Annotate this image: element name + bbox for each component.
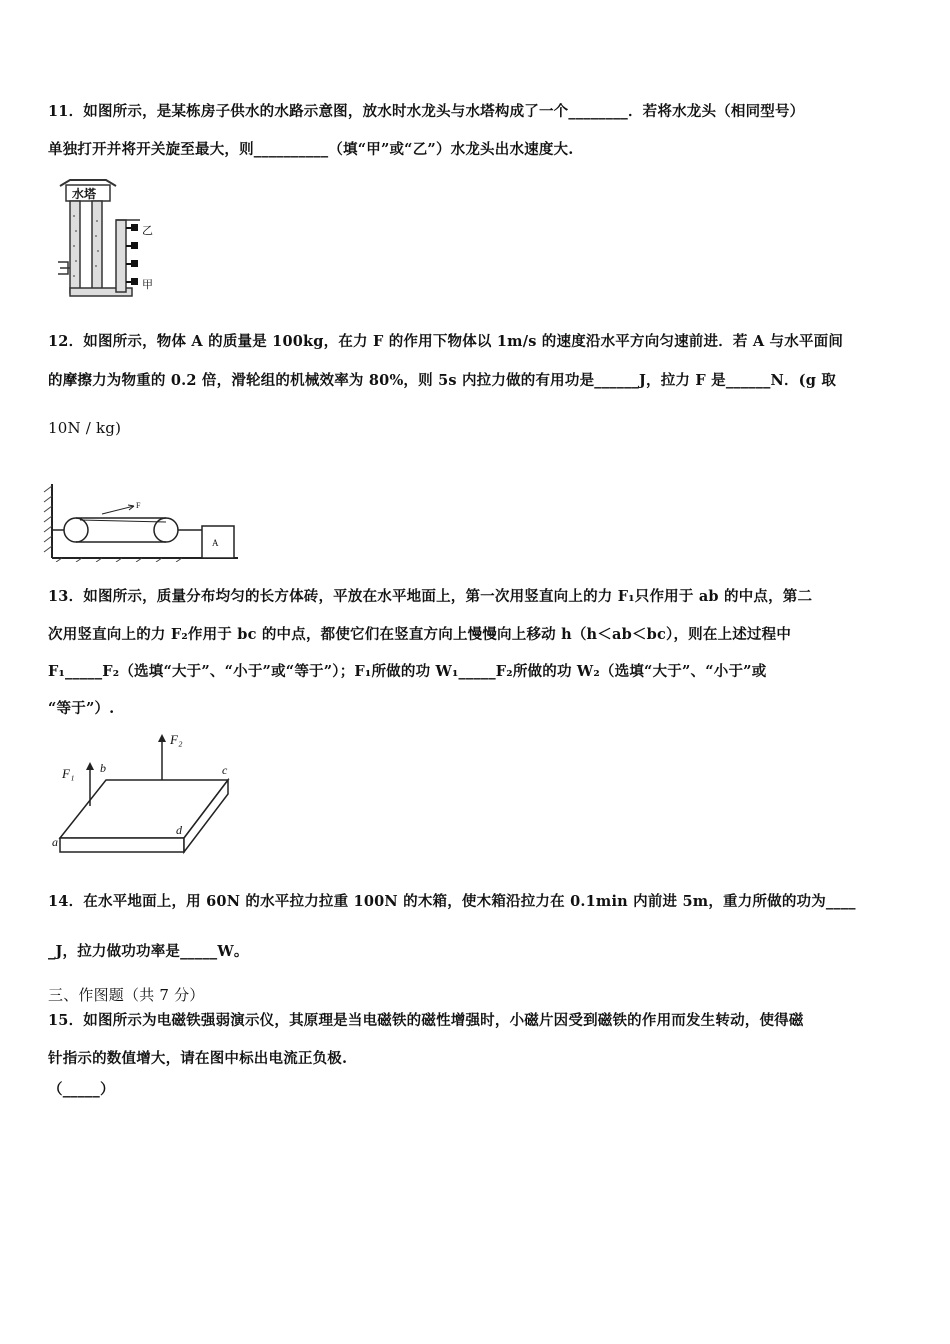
vertex-c-label: c [222, 763, 228, 777]
force-F-label: F [136, 501, 141, 510]
brick-figure [50, 728, 250, 864]
tower-label: 水塔 [72, 187, 97, 201]
q12-line-1: 12．如图所示，物体 A 的质量是 100kg，在力 F 的作用下物体以 1m/s 的速度沿水平方向匀速前进．若 A 与水平面间 [48, 333, 844, 350]
q15-answer-blank: （_____） [48, 1081, 115, 1098]
water-tower-figure [56, 176, 166, 305]
q11-line-2: 单独打开并将开关旋至最大，则__________（填“甲”或“乙”）水龙头出水速度大. [48, 141, 574, 158]
force-F2-label: F₂ [170, 732, 183, 747]
vertex-a-label: a [52, 835, 58, 849]
q15-line-1: 15．如图所示为电磁铁强弱演示仪，其原理是当电磁铁的磁性增强时，小磁片因受到磁铁的作用而发生转动，使得磁 [48, 1012, 804, 1029]
pulley-figure [42, 482, 242, 566]
block-A-label: A [212, 538, 219, 548]
tap-yi-label: 乙 [142, 225, 153, 237]
q12-line-2: 的摩擦力为物重的 0.2 倍，滑轮组的机械效率为 80%，则 5s 内拉力做的有用功是______J，拉力 F 是______N．(g 取 [48, 372, 837, 389]
force-F1-label: F₁ [62, 766, 75, 781]
tap-jia-label: 甲 [142, 279, 153, 291]
q12-line-3: 10N / kg) [48, 419, 122, 437]
vertex-d-label: d [176, 823, 182, 837]
q13-line-4: “等于”）. [48, 700, 115, 717]
q11-line-1: 11．如图所示，是某栋房子供水的水路示意图，放水时水龙头与水塔构成了一个________．若将水龙头（相同型号） [48, 103, 805, 120]
q13-line-1: 13．如图所示，质量分布均匀的长方体砖，平放在水平地面上，第一次用竖直向上的力 F₁只作用于 ab 的中点，第二 [48, 588, 813, 605]
q15-line-2: 针指示的数值增大，请在图中标出电流正负极. [48, 1050, 348, 1067]
q14-line-2: _J，拉力做功功率是_____W。 [48, 943, 249, 960]
section-title: 三、作图题（共 7 分） [48, 986, 205, 1004]
vertex-b-label: b [100, 761, 106, 775]
q13-line-2: 次用竖直向上的力 F₂作用于 bc 的中点，都使它们在竖直方向上慢慢向上移动 h（h＜ab＜bc），则在上述过程中 [48, 626, 792, 643]
q14-line-1: 14．在水平地面上，用 60N 的水平拉力拉重 100N 的木箱，使木箱沿拉力在 0.1min 内前进 5m，重力所做的功为____ [48, 893, 856, 910]
q13-line-3: F₁_____F₂（选填“大于”、“小于”或“等于”）；F₁所做的功 W₁_____F₂所做的功 W₂（选填“大于”、“小于”或 [48, 663, 767, 680]
